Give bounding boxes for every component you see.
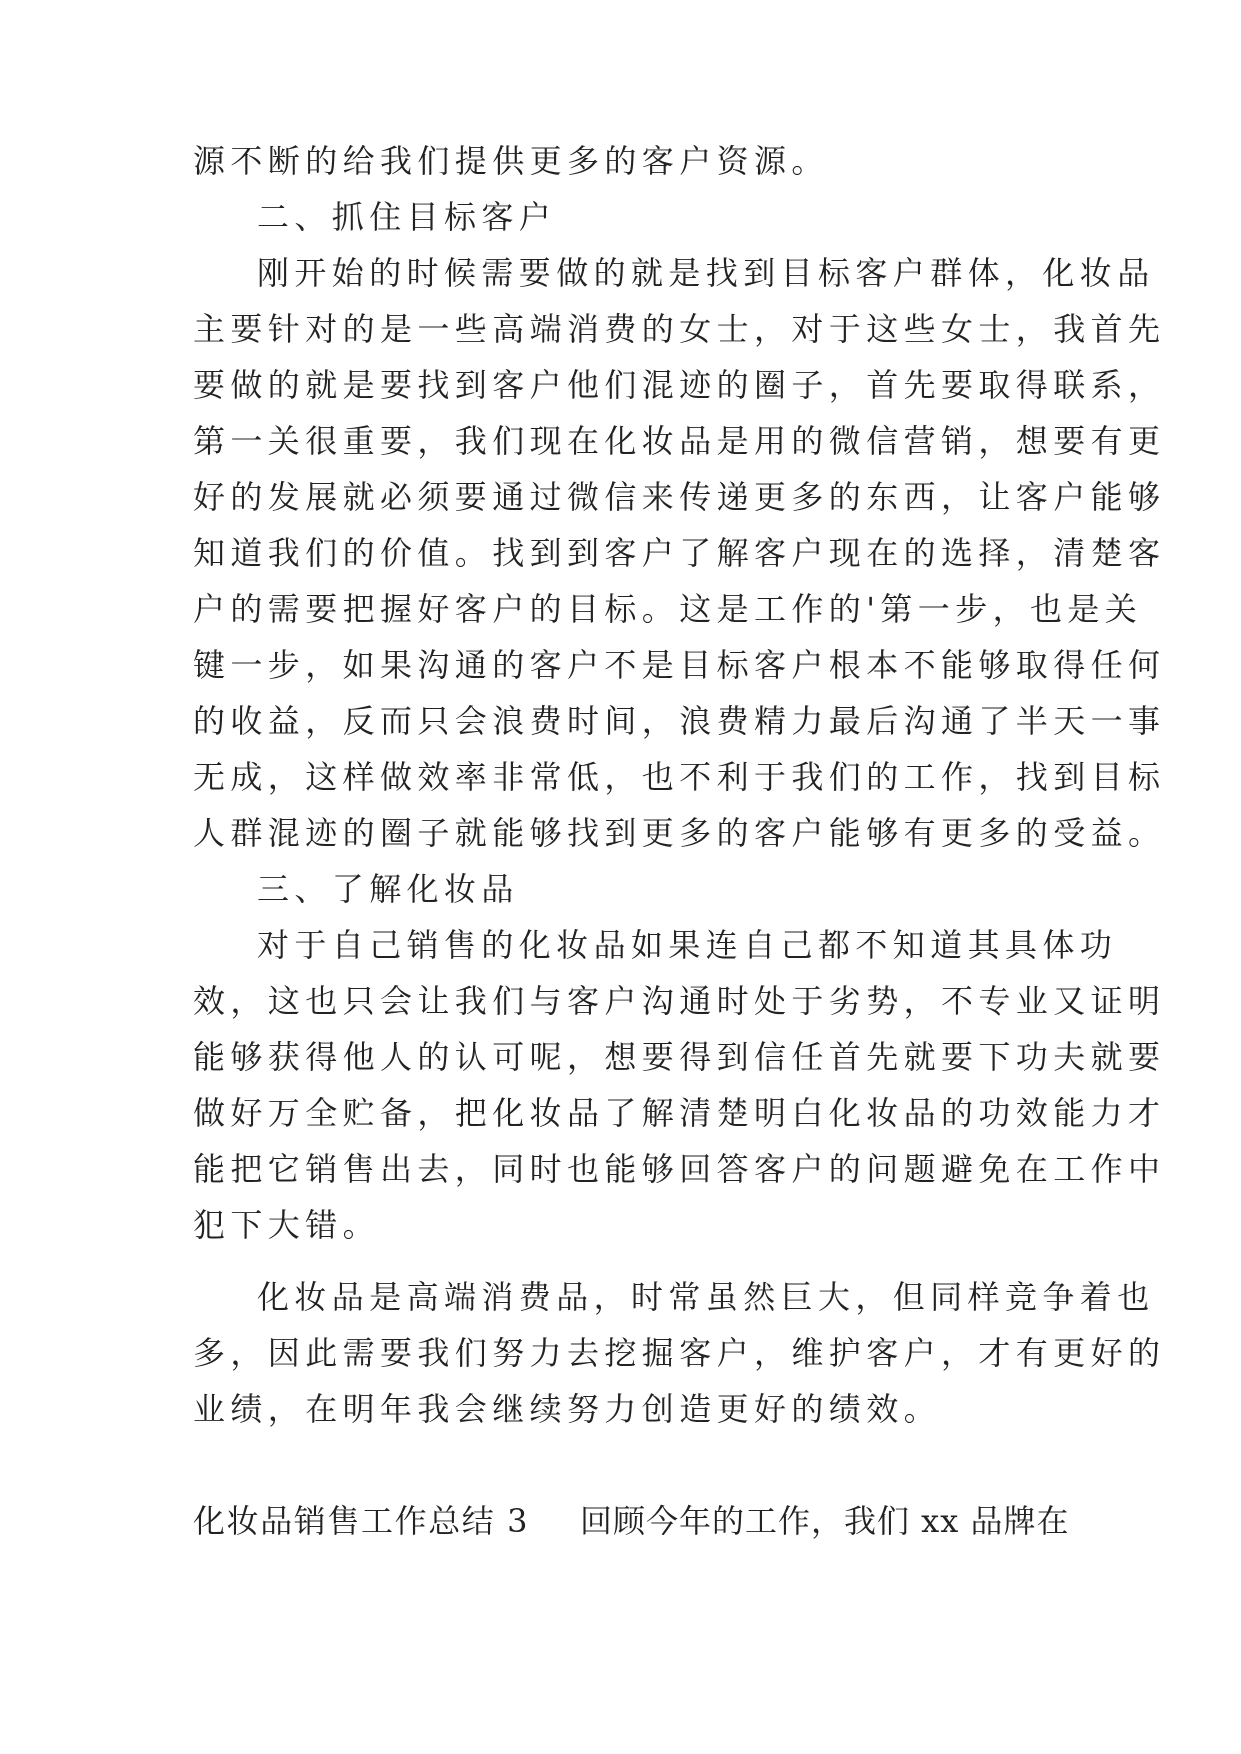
text-line-5: 要做的就是要找到客户他们混迹的圈子，首先要取得联系， xyxy=(193,366,1166,404)
text-line-18: 做好万全贮备，把化妆品了解清楚明白化妆品的功效能力才 xyxy=(193,1094,1166,1132)
text-line-10: 键一步，如果沟通的客户不是目标客户根本不能够取得任何 xyxy=(193,646,1166,684)
text-line-13: 人群混迹的圈子就能够找到更多的客户能够有更多的受益。 xyxy=(193,814,1166,852)
section-title-summary-3: 化妆品销售工作总结 3 xyxy=(193,1502,530,1540)
text-line-21: 化妆品是高端消费品，时常虽然巨大，但同样竞争着也 xyxy=(257,1278,1155,1316)
text-line-15: 对于自己销售的化妆品如果连自己都不知道其具体功 xyxy=(257,926,1118,964)
text-line-16: 效，这也只会让我们与客户沟通时处于劣势，不专业又证明 xyxy=(193,982,1166,1020)
text-line-24-tail: 回顾今年的工作，我们 xx 品牌在 xyxy=(580,1502,1070,1540)
text-line-20: 犯下大错。 xyxy=(193,1206,381,1244)
text-line-19: 能把它销售出去，同时也能够回答客户的问题避免在工作中 xyxy=(193,1150,1166,1188)
text-line-4: 主要针对的是一些高端消费的女士，对于这些女士，我首先 xyxy=(193,310,1166,348)
text-line-12: 无成，这样做效率非常低，也不利于我们的工作，找到目标 xyxy=(193,758,1166,796)
section-heading-3: 三、了解化妆品 xyxy=(257,870,519,908)
text-line-1: 源不断的给我们提供更多的客户资源。 xyxy=(193,142,829,180)
text-line-7: 好的发展就必须要通过微信来传递更多的东西，让客户能够 xyxy=(193,478,1166,516)
text-line-11: 的收益，反而只会浪费时间，浪费精力最后沟通了半天一事 xyxy=(193,702,1166,740)
section-heading-2: 二、抓住目标客户 xyxy=(257,198,557,236)
text-line-17: 能够获得他人的认可呢，想要得到信任首先就要下功夫就要 xyxy=(193,1038,1166,1076)
text-line-8: 知道我们的价值。找到到客户了解客户现在的选择，清楚客 xyxy=(193,534,1166,572)
text-line-23: 业绩，在明年我会继续努力创造更好的绩效。 xyxy=(193,1390,942,1428)
text-line-22: 多，因此需要我们努力去挖掘客户，维护客户，才有更好的 xyxy=(193,1334,1166,1372)
text-line-6: 第一关很重要，我们现在化妆品是用的微信营销，想要有更 xyxy=(193,422,1166,460)
text-line-3: 刚开始的时候需要做的就是找到目标客户群体，化妆品 xyxy=(257,254,1155,292)
text-line-9: 户的需要把握好客户的目标。这是工作的'第一步，也是关 xyxy=(193,590,1143,628)
